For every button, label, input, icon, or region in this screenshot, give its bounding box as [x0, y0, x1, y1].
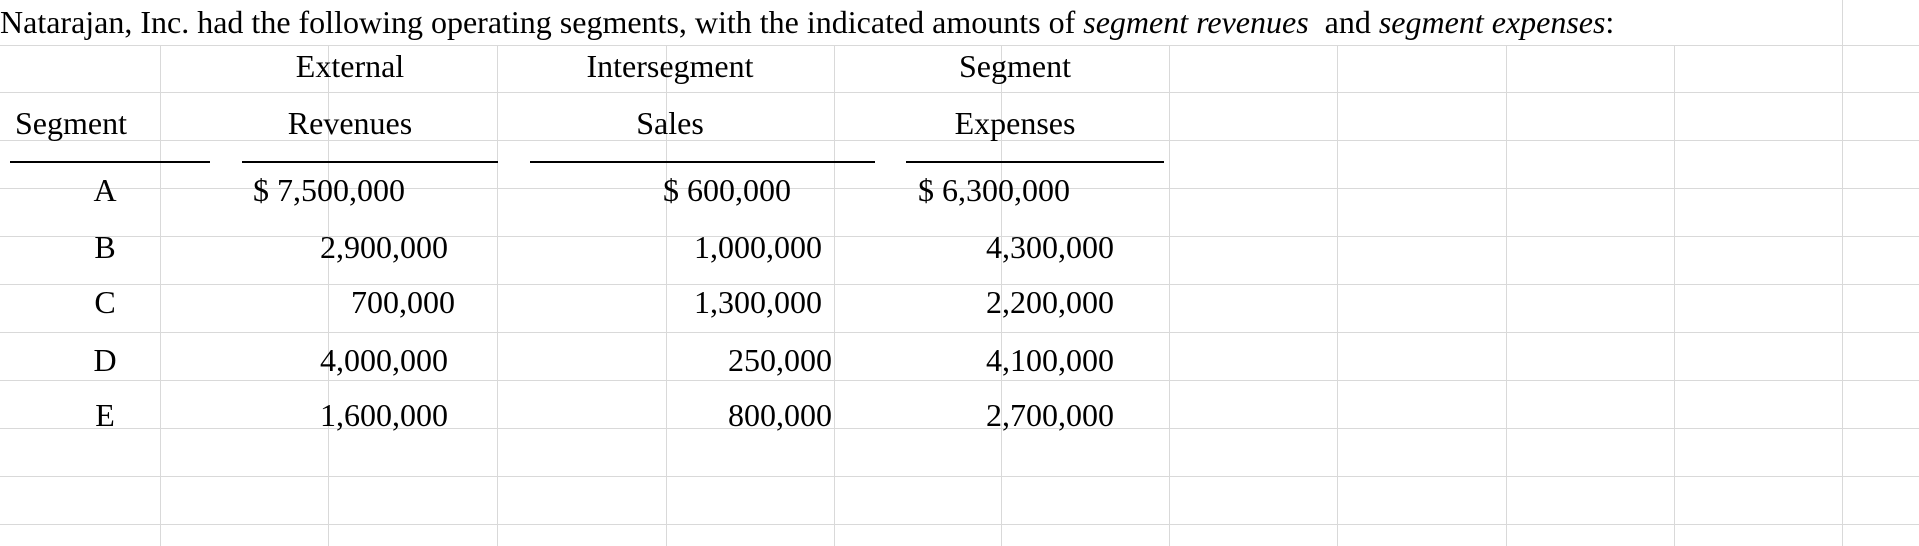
table-row-expenses: $ 6,300,000 [918, 172, 1070, 208]
table-row-sales: $ 600,000 [663, 172, 791, 208]
table-row-revenues: $ 7,500,000 [253, 172, 405, 208]
header-underline-segment [10, 161, 210, 163]
grid-row-line [0, 524, 1919, 525]
title-middle: and [1308, 4, 1379, 40]
grid-column-line [834, 0, 835, 546]
table-row-segment: C [94, 284, 116, 320]
table-row-segment: A [93, 172, 117, 208]
grid-column-line [497, 0, 498, 546]
problem-statement [0, 2, 1614, 42]
header-sales: Sales [636, 105, 704, 141]
header-revenues: Revenues [287, 105, 413, 141]
table-row-revenues: 700,000 [351, 284, 455, 320]
header-underline-revenues [242, 161, 498, 163]
grid-row-line [0, 332, 1919, 333]
table-row-revenues: 4,000,000 [320, 342, 448, 378]
header-underline-expenses [906, 161, 1164, 163]
table-row-expenses: 2,200,000 [986, 284, 1114, 320]
grid-column-line [1337, 0, 1338, 546]
header-expenses: Expenses [954, 105, 1076, 141]
table-row-revenues: 1,600,000 [320, 397, 448, 433]
grid-column-line [1842, 0, 1843, 546]
header-underline-sales [530, 161, 875, 163]
header-external: External [295, 48, 405, 84]
table-row-segment: D [93, 342, 117, 378]
title-italic-segment-expenses: segment expenses [1378, 4, 1606, 40]
table-row-revenues: 2,900,000 [320, 229, 448, 265]
header-segment: Segment [15, 105, 127, 141]
grid-column-line [1674, 0, 1675, 546]
title-prefix: Natarajan, Inc. had the following operating segments, with the indicated amounts of [0, 4, 1084, 40]
table-row-segment: B [94, 229, 116, 265]
grid-column-line [1506, 0, 1507, 546]
grid-row-line [0, 476, 1919, 477]
table-row-sales: 1,300,000 [694, 284, 822, 320]
table-row-sales: 250,000 [728, 342, 832, 378]
grid-row-line [0, 380, 1919, 381]
grid-row-line [0, 92, 1919, 93]
grid-column-line [160, 0, 161, 546]
title-italic-segment-revenues: segment revenues [1083, 4, 1309, 40]
table-row-expenses: 4,300,000 [986, 229, 1114, 265]
table-row-expenses: 4,100,000 [986, 342, 1114, 378]
header-intersegment: Intersegment [586, 48, 754, 84]
table-row-segment: E [95, 397, 115, 433]
title-suffix: : [1605, 4, 1615, 40]
header-segment-top: Segment [959, 48, 1071, 84]
table-row-expenses: 2,700,000 [986, 397, 1114, 433]
table-row-sales: 1,000,000 [694, 229, 822, 265]
grid-column-line [1169, 0, 1170, 546]
table-row-sales: 800,000 [728, 397, 832, 433]
